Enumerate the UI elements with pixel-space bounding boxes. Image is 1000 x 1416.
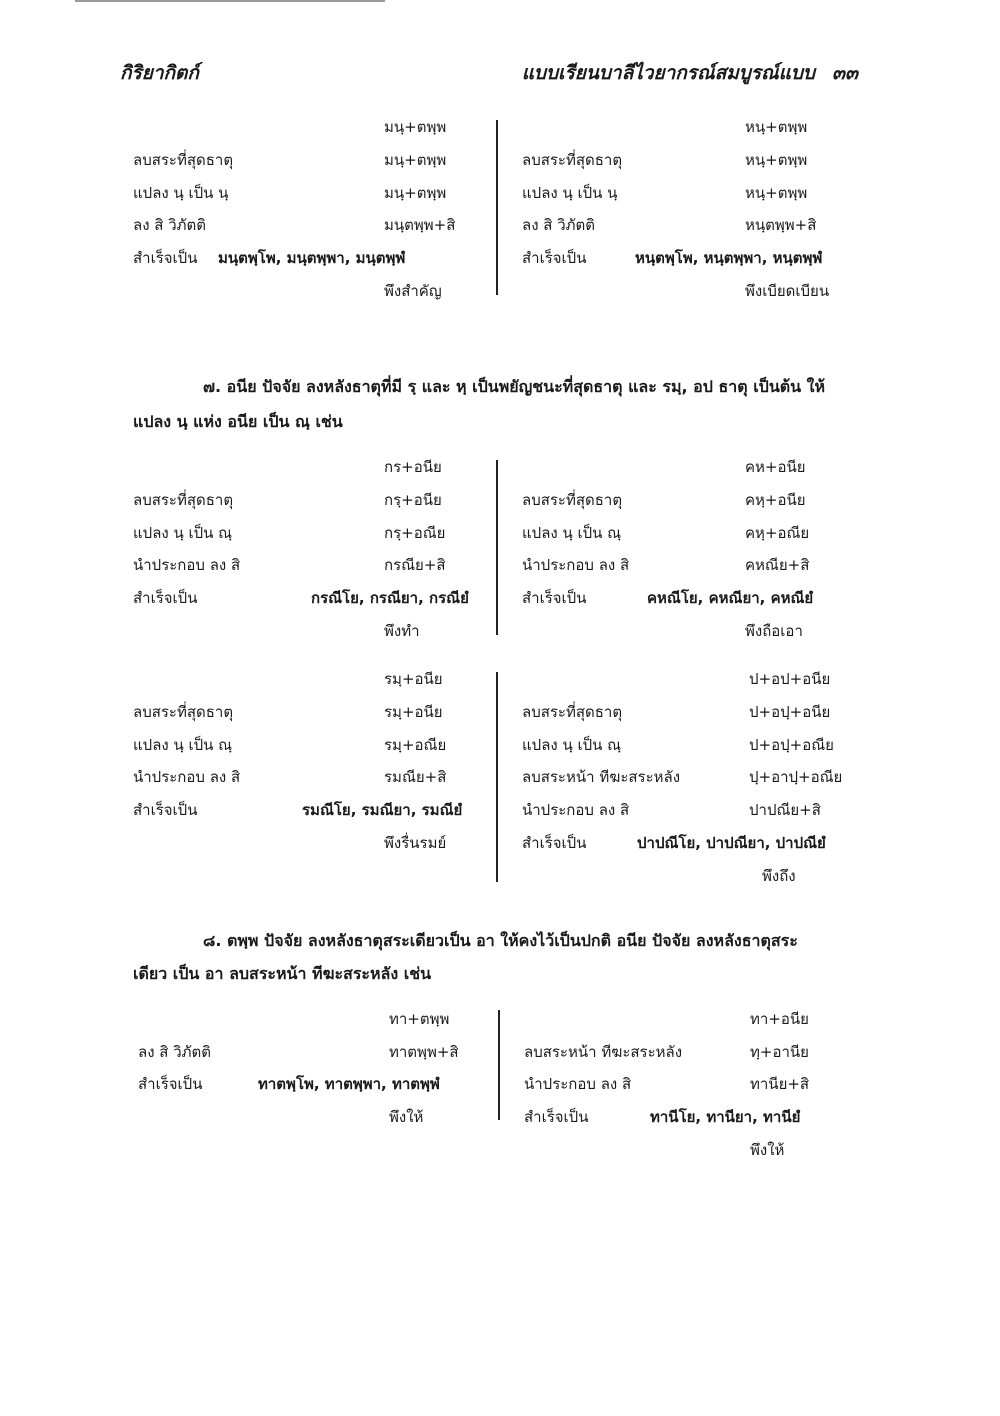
derivation-step: ทาตพฺพ+สิ: [389, 1043, 459, 1061]
step-label: สำเร็จเป็น: [522, 834, 587, 852]
step-label: ลง สิ วิภัตติ: [138, 1043, 212, 1061]
step-label: สำเร็จเป็น: [138, 1075, 203, 1093]
step-label: แปลง นฺ เป็น นฺ: [133, 184, 229, 202]
result-forms: รมณีโย, รมณียา, รมณียํ: [302, 801, 463, 819]
derivation-step: มนฺตพฺพ+สิ: [384, 216, 456, 234]
meaning: พึงทำ: [384, 622, 420, 640]
result-forms: คหณีโย, คหณียา, คหณียํ: [647, 589, 814, 607]
rule-paragraph-line: แปลง นฺ แห่ง อนีย เป็น ณฺ เช่น: [133, 412, 343, 431]
derivation-step: กรฺ+อนีย: [384, 491, 442, 509]
derivation-step: รมฺ+อนีย: [384, 670, 443, 688]
step-label: ลง สิ วิภัตติ: [522, 216, 596, 234]
step-label: นำประกอบ ลง สิ: [524, 1075, 632, 1093]
derivation-step: คห+อนีย: [745, 458, 806, 476]
step-label: แปลง นฺ เป็น นฺ: [522, 184, 618, 202]
derivation-step: ปฺ+อาปฺ+อณีย: [749, 768, 843, 786]
derivation-step: หนฺ+ตพฺพ: [745, 184, 808, 202]
meaning: พึงถึง: [762, 867, 796, 885]
derivation-step: กรฺ+อณีย: [384, 524, 446, 542]
page-number: ๓๓: [832, 62, 858, 84]
derivation-step: ทา+ตพฺพ: [389, 1010, 450, 1028]
step-label: ลบสระที่สุดธาตุ: [522, 151, 623, 169]
running-header-right: แบบเรียนบาลีไวยากรณ์สมบูรณ์แบบ: [521, 62, 815, 84]
derivation-step: หนฺ+ตพฺพ: [745, 151, 808, 169]
step-label: แปลง นฺ เป็น ณฺ: [522, 524, 622, 542]
step-label: ลง สิ วิภัตติ: [133, 216, 207, 234]
result-forms: กรณีโย, กรณียา, กรณียํ: [311, 589, 469, 607]
step-label: ลบสระที่สุดธาตุ: [522, 491, 623, 509]
step-label: สำเร็จเป็น: [524, 1108, 589, 1126]
derivation-step: รมฺ+อณีย: [384, 736, 447, 754]
column-divider: [496, 460, 498, 635]
derivation-step: กร+อนีย: [384, 458, 442, 476]
meaning: พึงให้: [389, 1108, 424, 1126]
derivation-step: ป+อปฺ+อนีย: [749, 703, 831, 721]
step-label: สำเร็จเป็น: [133, 589, 198, 607]
step-label: ลบสระที่สุดธาตุ: [133, 151, 234, 169]
step-label: นำประกอบ ลง สิ: [522, 801, 630, 819]
step-label: นำประกอบ ลง สิ: [522, 556, 630, 574]
result-forms: หนฺตพฺโพ, หนฺตพฺพา, หนฺตพฺพํ: [635, 249, 823, 267]
derivation-step: ทานีย+สิ: [750, 1075, 810, 1093]
column-divider: [496, 120, 498, 295]
derivation-step: ป+อป+อนีย: [749, 670, 831, 688]
top-rule: [75, 0, 385, 2]
column-divider: [498, 1010, 500, 1120]
derivation-step: รมฺ+อนีย: [384, 703, 443, 721]
derivation-step: กรณีย+สิ: [384, 556, 446, 574]
step-label: นำประกอบ ลง สิ: [133, 556, 241, 574]
meaning: พึงเบียดเบียน: [745, 282, 830, 300]
derivation-step: คหฺ+อนีย: [745, 491, 806, 509]
step-label: แปลง นฺ เป็น ณฺ: [133, 736, 233, 754]
meaning: พึงสำคัญ: [384, 282, 442, 300]
derivation-step: หนฺตพฺพ+สิ: [745, 216, 817, 234]
rule-paragraph-line: ๘. ตพฺพ ปัจจัย ลงหลังธาตุสระเดียวเป็น อา ให้คงไว้เป็นปกติ อนีย ปัจจัย ลงหลังธาตุสระ: [203, 931, 798, 950]
step-label: แปลง นฺ เป็น ณฺ: [133, 524, 233, 542]
step-label: ลบสระหน้า ทีฆะสระหลัง: [522, 768, 681, 786]
derivation-step: ทฺ+อานีย: [750, 1043, 809, 1061]
step-label: สำเร็จเป็น: [522, 589, 587, 607]
derivation-step: มนฺ+ตพฺพ: [384, 151, 447, 169]
column-divider: [496, 672, 498, 882]
meaning: พึงถือเอา: [745, 622, 803, 640]
derivation-step: ปาปณีย+สิ: [749, 801, 821, 819]
derivation-step: หนฺ+ตพฺพ: [745, 118, 808, 136]
step-label: นำประกอบ ลง สิ: [133, 768, 241, 786]
step-label: สำเร็จเป็น: [522, 249, 587, 267]
meaning: พึงให้: [750, 1141, 785, 1159]
step-label: ลบสระหน้า ทีฆะสระหลัง: [524, 1043, 683, 1061]
derivation-step: คหฺ+อณีย: [745, 524, 810, 542]
derivation-step: คหณีย+สิ: [745, 556, 810, 574]
meaning: พึงรื่นรมย์: [384, 834, 447, 852]
rule-paragraph-line: ๗. อนีย ปัจจัย ลงหลังธาตุที่มี รฺ และ หฺ เป็นพยัญชนะที่สุดธาตุ และ รมฺ, อป ธาตุ เป็นต้น ให้: [203, 377, 826, 396]
step-label: ลบสระที่สุดธาตุ: [522, 703, 623, 721]
rule-paragraph-line: เดียว เป็น อา ลบสระหน้า ทีฆะสระหลัง เช่น: [133, 964, 432, 983]
result-forms: มนฺตพฺโพ, มนฺตพฺพา, มนฺตพฺพํ: [218, 249, 406, 267]
derivation-step: ทา+อนีย: [750, 1010, 809, 1028]
derivation-step: รมณีย+สิ: [384, 768, 447, 786]
step-label: ลบสระที่สุดธาตุ: [133, 703, 234, 721]
derivation-step: มนฺ+ตพฺพ: [384, 184, 447, 202]
step-label: สำเร็จเป็น: [133, 249, 198, 267]
step-label: สำเร็จเป็น: [133, 801, 198, 819]
result-forms: ปาปณีโย, ปาปณียา, ปาปณียํ: [637, 834, 826, 852]
result-forms: ทาตพฺโพ, ทาตพฺพา, ทาตพฺพํ: [258, 1075, 440, 1093]
derivation-step: ป+อปฺ+อณีย: [749, 736, 834, 754]
running-header-left: กิริยากิตก์: [120, 62, 199, 84]
derivation-step: มนฺ+ตพฺพ: [384, 118, 447, 136]
step-label: ลบสระที่สุดธาตุ: [133, 491, 234, 509]
step-label: แปลง นฺ เป็น ณฺ: [522, 736, 622, 754]
result-forms: ทานีโย, ทานียา, ทานียํ: [650, 1108, 801, 1126]
